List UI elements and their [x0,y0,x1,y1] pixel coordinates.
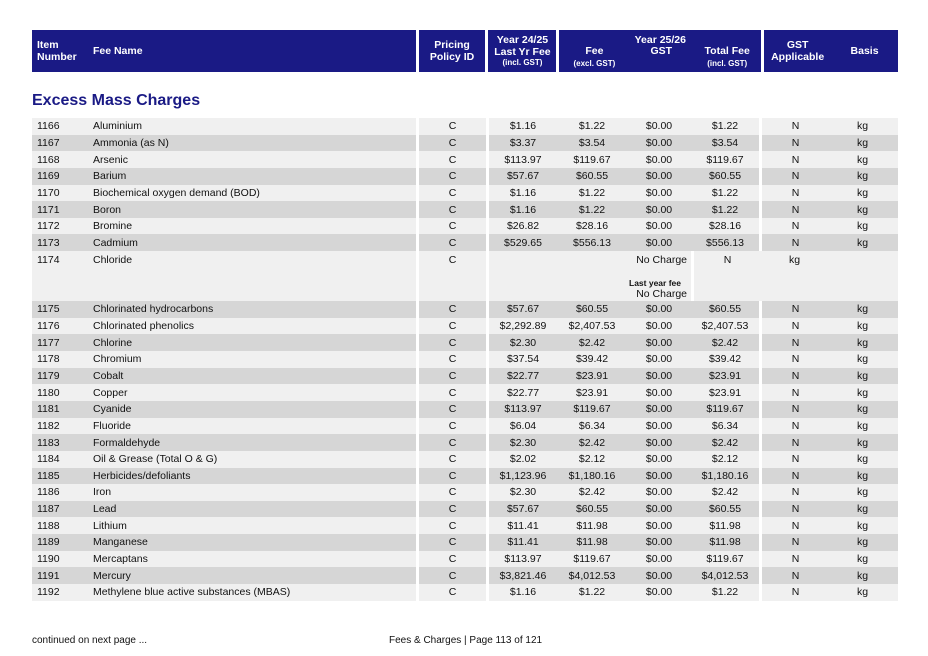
basis: kg [856,469,869,482]
pricing-policy: C [448,254,457,267]
fee-excl-gst: $2.42 [578,486,606,499]
total-fee: $60.55 [708,503,742,516]
total-fee: $28.16 [708,220,742,233]
gst-applicable: N [791,403,800,416]
total-fee: $2.42 [711,436,739,449]
fee-name: Chlorinated phenolics [93,320,194,333]
fee-name: Herbicides/defoliants [93,469,191,482]
fee-name: Oil & Grease (Total O & G) [93,453,218,466]
last-year-fee: $11.41 [507,536,539,549]
pricing-policy: C [448,386,457,399]
header-current-year-group [559,30,761,72]
fee-name: Methylene blue active substances (MBAS) [93,586,291,599]
last-year-fee: $57.67 [506,503,540,516]
item-number: 1175 [37,303,60,316]
item-number: 1169 [37,170,60,183]
basis: kg [856,586,869,599]
header-basis-label: Basis [850,44,879,57]
gst-amount: $0.00 [645,486,673,499]
item-number: 1177 [37,336,60,349]
fee-name: Lithium [93,519,127,532]
fee-excl-gst: $2.12 [578,453,606,466]
basis: kg [788,254,801,267]
gst-applicable: N [791,486,800,499]
header-basis [831,30,898,72]
item-number: 1176 [37,320,60,333]
gst-amount: $0.00 [645,419,673,432]
gst-amount: $0.00 [645,436,673,449]
table-row [32,118,898,135]
table-row [32,368,898,385]
gst-amount: $0.00 [645,153,673,166]
item-number: 1192 [37,586,60,599]
pricing-policy: C [448,586,457,599]
pricing-policy: C [448,403,457,416]
gst-applicable: N [791,236,800,249]
item-number: 1172 [37,220,60,233]
table-row [32,151,898,168]
fee-name: Biochemical oxygen demand (BOD) [93,186,260,199]
gst-applicable: N [791,453,800,466]
fee-name: Mercury [93,569,131,582]
pricing-policy: C [448,419,457,432]
table-row [32,251,898,301]
gst-applicable: N [791,386,800,399]
total-fee: $119.67 [706,553,744,566]
gst-applicable: N [791,419,800,432]
fee-excl-gst: $28.16 [575,220,609,233]
total-fee: $60.55 [708,170,742,183]
last-year-fee: $1.16 [509,120,537,133]
header-gst-app-line2: Applicable [771,51,825,63]
header-last-year-fee [488,30,556,72]
pricing-policy: C [448,120,457,133]
fee-excl-gst: $1.22 [578,586,606,599]
gst-amount: $0.00 [645,136,673,149]
last-year-fee: $1.16 [509,586,537,599]
gst-applicable: N [791,353,800,366]
pricing-policy: C [448,236,457,249]
table-row [32,434,898,451]
pricing-policy: C [448,320,457,333]
gst-amount: $0.00 [645,170,673,183]
fee-name: Chromium [93,353,142,366]
table-row [32,567,898,584]
pricing-policy: C [448,536,457,549]
fee-excl-gst: $1,180.16 [568,469,616,482]
header-fee: Fee [585,45,604,57]
gst-applicable: N [791,586,800,599]
basis: kg [856,403,869,416]
last-year-fee: $2.30 [509,436,537,449]
pricing-policy: C [448,220,457,233]
header-fee-name-label: Fee Name [92,44,143,57]
fee-excl-gst: $11.98 [576,519,608,532]
fee-name: Cadmium [93,236,138,249]
basis: kg [856,519,869,532]
gst-applicable: N [791,370,800,382]
pricing-policy: C [448,336,457,349]
gst-amount: $0.00 [645,569,673,582]
basis: kg [856,203,869,216]
fee-excl-gst: $23.91 [575,386,609,399]
footer-continued: continued on next page ... [32,635,148,646]
total-fee: $2.12 [711,453,739,466]
item-number: 1188 [37,519,60,532]
item-number: 1187 [37,503,60,516]
last-year-fee-value: No Charge [636,288,687,301]
gst-applicable: N [791,336,800,349]
header-pricing-line2: Policy ID [429,51,475,63]
fee-name: Boron [93,203,122,216]
header-excl-gst: (excl. GST) [573,59,616,69]
basis: kg [856,569,869,582]
pricing-policy: C [448,353,457,366]
fee-name: Cyanide [93,403,132,416]
total-fee: $23.91 [708,370,742,382]
total-fee: $11.98 [709,519,741,532]
gst-amount: $0.00 [645,353,673,366]
gst-applicable: N [791,469,800,482]
last-year-fee-label: Last year fee [629,278,681,289]
gst-applicable: N [791,203,800,216]
basis: kg [856,303,869,316]
item-number: 1183 [37,436,60,449]
total-fee: $556.13 [706,236,744,249]
gst-amount: $0.00 [645,586,673,599]
table-row [32,351,898,368]
table-row [32,401,898,418]
fee-excl-gst: $60.55 [575,170,609,183]
basis: kg [856,486,869,499]
total-fee: $119.67 [706,403,744,416]
item-number: 1180 [37,386,60,399]
fee-excl-gst: $2.42 [578,436,606,449]
table-row [32,534,898,551]
item-number: 1190 [37,553,60,566]
fee-name: Aluminium [93,120,143,133]
table-row [32,334,898,351]
last-year-fee: $113.97 [504,153,542,166]
gst-amount: $0.00 [645,519,673,532]
basis: kg [856,553,869,566]
total-fee: $6.34 [711,419,739,432]
table-row [32,517,898,534]
basis: kg [856,336,869,349]
pricing-policy: C [448,203,457,216]
fee-excl-gst: $119.67 [573,553,611,566]
basis: kg [856,170,869,183]
total-fee: $11.98 [709,536,741,549]
fee-excl-gst: $60.55 [575,303,609,316]
fee-excl-gst: $556.13 [573,236,611,249]
item-number: 1171 [37,203,60,216]
footer-page-info: Fees & Charges | Page 113 of 121 [389,635,543,646]
header-item-number [32,30,88,72]
table-row [32,301,898,318]
table-row [32,484,898,501]
item-number: 1168 [37,153,60,166]
gst-amount: $0.00 [645,453,673,466]
gst-applicable: N [791,220,800,233]
last-year-fee: $529.65 [504,236,542,249]
item-number: 1185 [37,469,60,482]
pricing-policy: C [448,370,457,382]
fee-name: Mercaptans [93,553,148,566]
item-number: 1173 [37,236,60,249]
fee-excl-gst: $23.91 [575,370,609,382]
last-year-fee: $2.30 [509,486,537,499]
header-item-number-line2: Number [37,51,77,63]
item-number: 1182 [37,419,60,432]
item-number: 1166 [37,120,60,133]
header-year-prev: Year 24/25 [496,34,549,47]
item-number: 1167 [37,136,60,149]
header-gst: GST [650,45,673,57]
gst-applicable: N [791,186,800,199]
fee-name: Manganese [93,536,148,549]
header-year-curr: Year 25/26 [634,34,686,46]
fee-name: Copper [93,386,128,399]
gst-applicable: N [791,120,800,133]
gst-amount: $0.00 [645,386,673,399]
total-fee: $2.42 [711,486,739,499]
total-fee: $2.42 [711,336,739,349]
last-year-fee: $22.77 [506,386,540,399]
header-incl-gst-total: (incl. GST) [707,59,748,69]
last-year-fee: $22.77 [506,370,540,382]
last-year-fee: $2.02 [509,453,537,466]
pricing-policy: C [448,186,457,199]
gst-applicable: N [791,320,800,333]
pricing-policy: C [448,486,457,499]
pricing-policy: C [448,136,457,149]
gst-amount: $0.00 [645,536,673,549]
fee-excl-gst: $60.55 [575,503,609,516]
pricing-policy: C [448,569,457,582]
fee-name: Cobalt [93,370,124,382]
item-number: 1191 [37,569,60,582]
total-fee: $1.22 [711,186,739,199]
total-fee: $1.22 [711,120,739,133]
item-number: 1179 [37,370,60,382]
pricing-policy: C [448,519,457,532]
basis: kg [856,120,869,133]
fee-name: Barium [93,170,127,183]
basis: kg [856,320,869,333]
total-fee: $1.22 [711,586,739,599]
item-number: 1174 [37,254,60,267]
fee-excl-gst: $1.22 [578,203,606,216]
basis: kg [856,453,869,466]
fee-excl-gst: $39.42 [575,353,609,366]
total-fee: $3.54 [711,136,739,149]
pricing-policy: C [448,553,457,566]
fee-name: Fluoride [93,419,131,432]
fee-excl-gst: $3.54 [578,136,606,149]
total-fee: $1.22 [711,203,739,216]
gst-applicable: N [791,536,800,549]
last-year-fee: $1.16 [509,186,537,199]
gst-applicable: N [791,519,800,532]
total-fee: $2,407.53 [701,320,749,333]
table-row [32,218,898,235]
fee-name: Iron [93,486,112,499]
table-row [32,135,898,152]
fee-excl-gst: $119.67 [573,403,611,416]
pricing-policy: C [448,153,457,166]
table-row [32,584,898,601]
basis: kg [856,419,869,432]
fee-name: Arsenic [93,153,129,166]
last-year-fee: $113.97 [504,403,542,416]
last-year-fee: $3.37 [509,136,537,149]
last-year-fee: $57.67 [506,303,540,316]
last-year-fee: $37.54 [506,353,540,366]
header-last-yr-fee: Last Yr Fee [494,46,551,59]
table-row [32,418,898,435]
header-gst-applicable [764,30,831,72]
table-row [32,501,898,518]
total-fee: $1,180.16 [701,469,749,482]
last-year-fee: $2,292.89 [499,320,547,333]
fee-excl-gst: $11.98 [576,536,608,549]
gst-applicable: N [791,436,800,449]
table-row [32,468,898,485]
total-fee: $60.55 [708,303,742,316]
pricing-policy: C [448,436,457,449]
last-year-fee: $113.97 [504,553,542,566]
basis: kg [856,536,869,549]
fee-excl-gst: $1.22 [578,186,606,199]
basis: kg [856,503,869,516]
header-pricing-policy [419,30,486,72]
fee-name: Lead [93,503,117,516]
fee-table [32,118,898,601]
pricing-policy: C [448,303,457,316]
section-title: Excess Mass Charges [32,92,201,109]
header-total-fee: Total Fee [704,45,750,57]
fee-excl-gst: $4,012.53 [568,569,616,582]
basis: kg [856,353,869,366]
fee-name: Ammonia (as N) [93,136,169,149]
no-charge-text: No Charge [636,254,687,267]
basis: kg [856,136,869,149]
table-row [32,234,898,251]
basis: kg [856,153,869,166]
gst-applicable: N [791,569,800,582]
table-row [32,185,898,202]
gst-applicable: N [791,303,800,316]
header-fee-name [88,30,416,72]
pricing-policy: C [448,469,457,482]
total-fee: $23.91 [708,386,742,399]
last-year-fee: $26.82 [506,220,540,233]
item-number: 1189 [37,536,60,549]
item-number: 1170 [37,186,60,199]
fee-excl-gst: $1.22 [578,120,606,133]
fee-excl-gst: $119.67 [573,153,611,166]
table-row [32,201,898,218]
table-row [32,551,898,568]
gst-applicable: N [791,553,800,566]
item-number: 1186 [37,486,60,499]
last-year-fee: $1,123.96 [499,469,547,482]
table-header [32,30,898,72]
gst-amount: $0.00 [645,370,673,382]
fee-name: Chlorinated hydrocarbons [93,303,214,316]
gst-applicable: N [791,170,800,183]
header-item-number-line1: Item [37,38,59,51]
fee-excl-gst: $6.34 [578,419,606,432]
item-number: 1181 [37,403,60,416]
gst-amount: $0.00 [645,403,673,416]
last-year-fee: $2.30 [509,336,537,349]
fee-excl-gst: $2,407.53 [568,320,616,333]
gst-amount: $0.00 [645,236,673,249]
header-pricing-line1: Pricing [434,38,470,51]
basis: kg [856,370,869,382]
gst-amount: $0.00 [645,186,673,199]
basis: kg [856,436,869,449]
gst-applicable: N [723,254,732,267]
table-row [32,384,898,401]
item-number: 1184 [37,453,60,466]
pricing-policy: C [448,503,457,516]
fee-name: Chloride [93,254,133,267]
header-incl-gst: (incl. GST) [502,58,543,68]
last-year-fee: $57.67 [506,170,540,183]
no-charge-cell [489,251,691,300]
fee-name: Bromine [93,220,133,233]
total-fee: $4,012.53 [701,569,749,582]
fee-excl-gst: $2.42 [578,336,606,349]
gst-amount: $0.00 [645,203,673,216]
gst-amount: $0.00 [645,336,673,349]
gst-applicable: N [791,136,800,149]
basis: kg [856,220,869,233]
gst-amount: $0.00 [645,220,673,233]
table-row [32,451,898,468]
gst-amount: $0.00 [645,503,673,516]
last-year-fee: $3,821.46 [499,569,547,582]
gst-amount: $0.00 [645,469,673,482]
item-number: 1178 [37,353,60,366]
gst-applicable: N [791,153,800,166]
total-fee: $119.67 [706,153,744,166]
last-year-fee: $6.04 [509,419,537,432]
gst-amount: $0.00 [645,553,673,566]
total-fee: $39.42 [708,353,742,366]
pricing-policy: C [448,453,457,466]
gst-applicable: N [791,503,800,516]
table-row [32,168,898,185]
basis: kg [856,186,869,199]
table-row [32,318,898,335]
header-gst-app-line1: GST [786,38,809,51]
gst-amount: $0.00 [645,120,673,133]
gst-amount: $0.00 [645,320,673,333]
fee-name: Formaldehyde [93,436,161,449]
basis: kg [856,236,869,249]
last-year-fee: $11.41 [507,519,539,532]
pricing-policy: C [448,170,457,183]
last-year-fee: $1.16 [509,203,537,216]
gst-amount: $0.00 [645,303,673,316]
basis: kg [856,386,869,399]
fee-name: Chlorine [93,336,133,349]
